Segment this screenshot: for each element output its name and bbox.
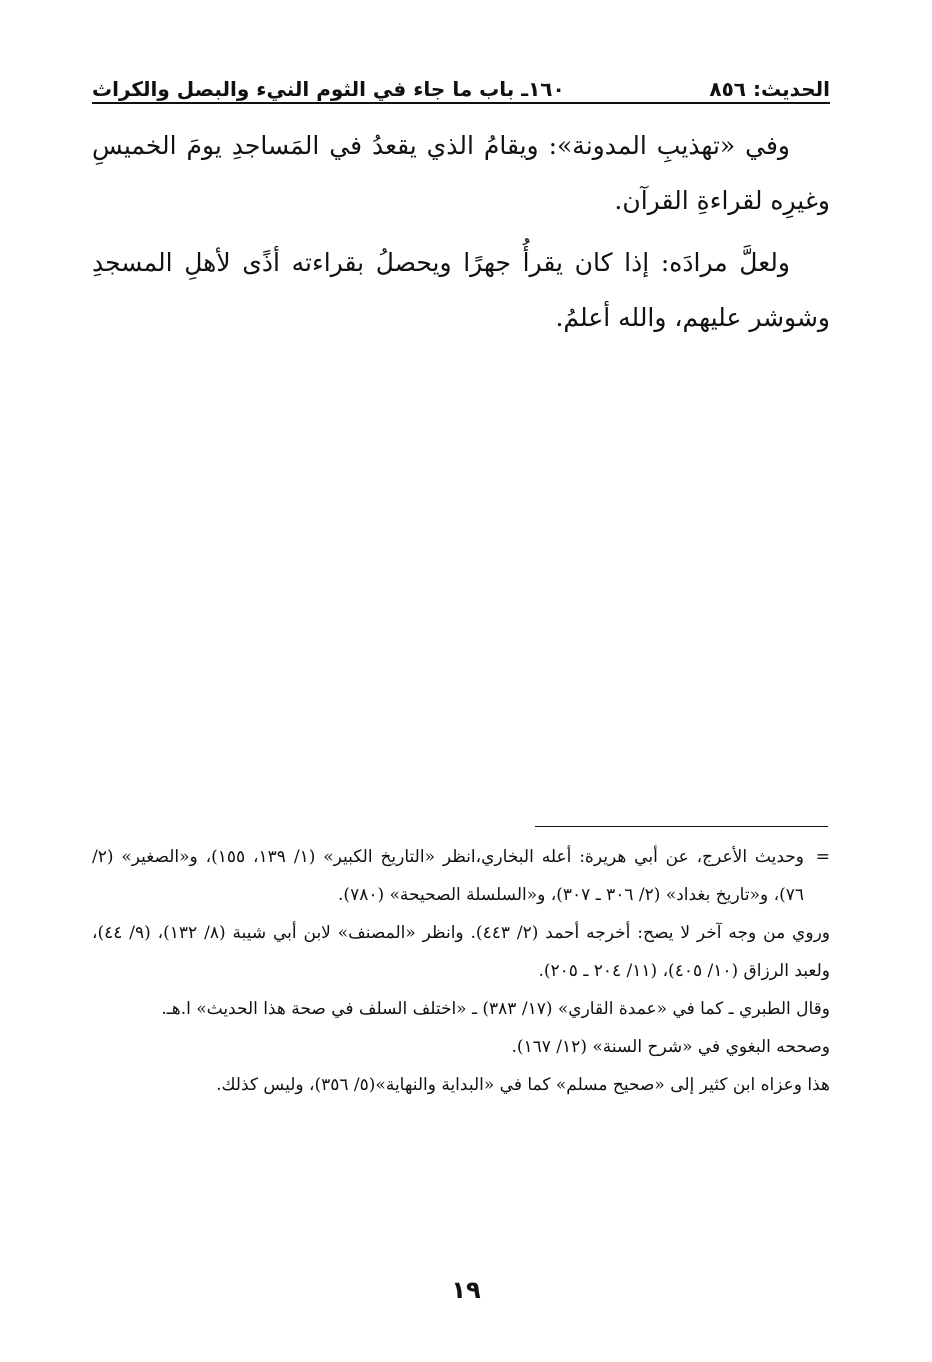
footnote-paragraph: هذا وعزاه ابن كثير إلى «صحيح مسلم» كما في «البداية والنهاية»(٥/ ٣٥٦)، وليس كذلك. — [216, 1075, 830, 1095]
running-header — [92, 62, 830, 102]
body-paragraph: وفي «تهذيبِ المدونة»: ويقامُ الذي يقعدُ في المَساجدِ يومَ الخميسِ وغيرِه لقراءةِ القرآن. — [92, 131, 830, 215]
footnote-paragraph: وروي من وجه آخر لا يصح: أخرجه أحمد (٢/ ٤٤٣). وانظر «المصنف» لابن أبي شيبة (٨/ ١٣٢)، (٩/ ٤٤)، ولعبد الرزاق (١٠/ ٤٠٥)، (١١/ ٢٠٤ ـ ٢٠٥). — [92, 923, 830, 981]
footnote-paragraph: وصححه البغوي في «شرح السنة» (١٢/ ١٦٧). — [511, 1037, 830, 1057]
main-text — [92, 118, 830, 352]
continuation-mark: = — [815, 847, 830, 867]
footnote-separator — [535, 826, 828, 827]
header-rule — [92, 102, 830, 104]
page-number: ١٩ — [451, 1276, 481, 1304]
chapter-title: ١٦٠ـ باب ما جاء في الثوم النيء والبصل والكراث — [92, 77, 565, 101]
footnotes — [92, 838, 830, 1104]
footnote-paragraph: وقال الطبري ـ كما في «عمدة القاري» (١٧/ ٣٨٣) ـ «اختلف السلف في صحة هذا الحديث» ا.هـ. — [161, 999, 830, 1019]
footnote-paragraph — [92, 838, 830, 914]
footnote-text: وحديث الأعرج، عن أبي هريرة: أعله البخاري،انظر «التاريخ الكبير» (١/ ١٣٩، ١٥٥)، و«الصغير» (٢/ ٧٦)، و«تاريخ بغداد» (٢/ ٣٠٦ ـ ٣٠٧)، و«السلسلة الصحيحة» (٧٨٠). — [92, 847, 804, 905]
hadith-number: الحديث: ٨٥٦ — [709, 77, 830, 101]
body-paragraph: ولعلَّ مرادَه: إذا كان يقرأُ جهرًا ويحصلُ بقراءته أذًى لأهلِ المسجدِ وشوشر عليهم، والله أعلمُ. — [92, 248, 830, 332]
